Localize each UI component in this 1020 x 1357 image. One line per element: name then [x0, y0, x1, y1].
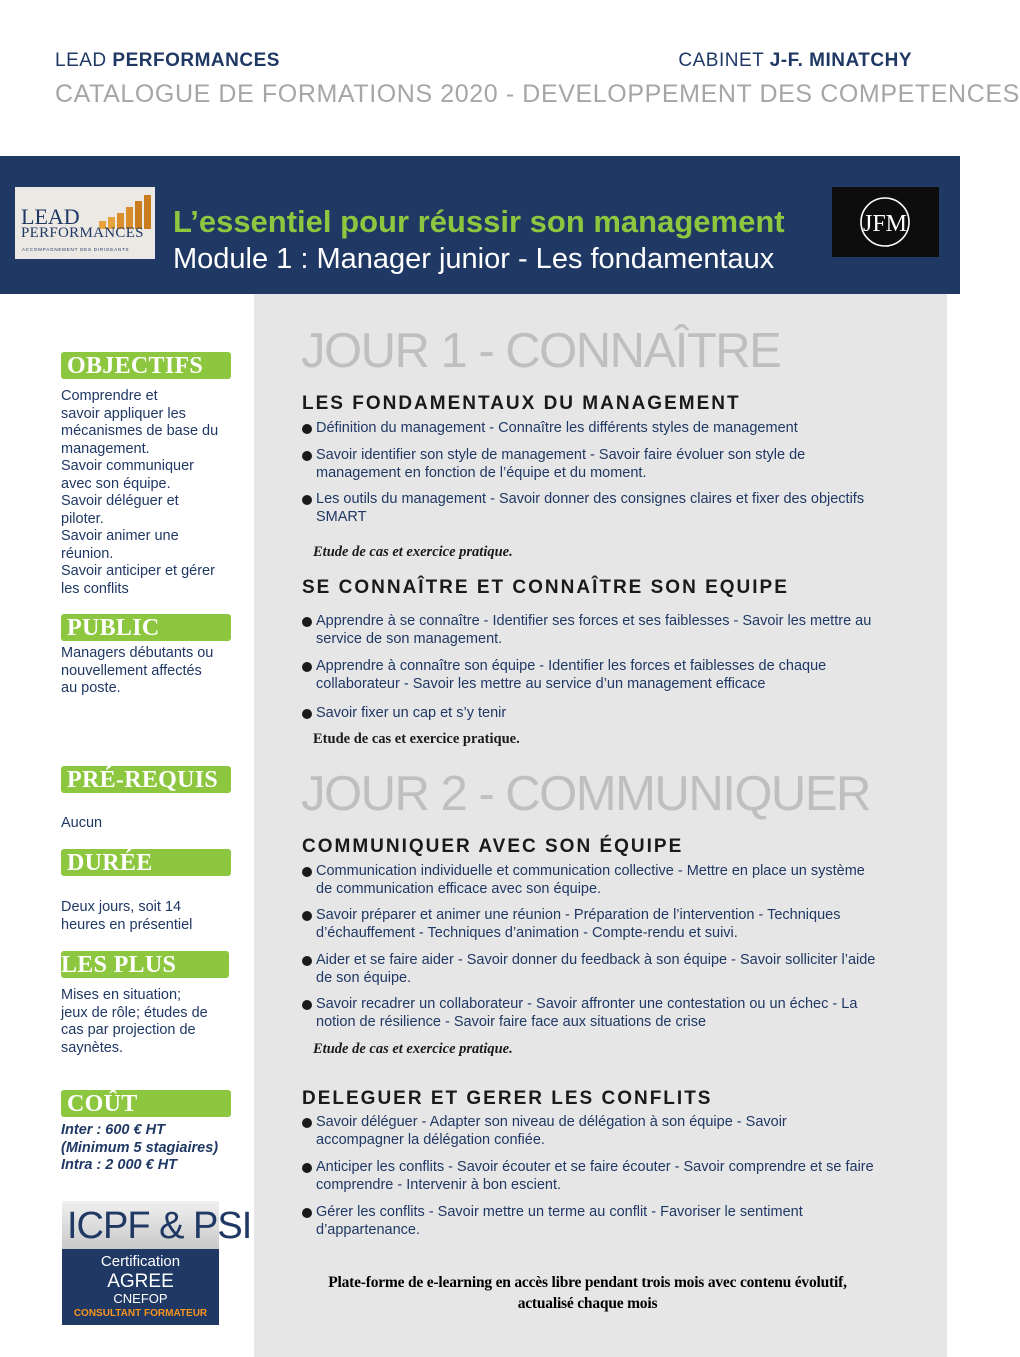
objectifs-line: avec son équipe.	[61, 475, 171, 492]
objectifs-line: réunion.	[61, 545, 114, 562]
logo-performances-text: PERFORMANCES	[21, 225, 144, 241]
cout-line: Inter : 600 € HT	[61, 1122, 165, 1138]
day2-title: JOUR 2 - COMMUNIQUER	[301, 767, 870, 821]
icpf-certification-logo	[62, 1201, 252, 1325]
lead-performances-logo	[15, 187, 155, 259]
brand-left-bold: PERFORMANCES	[112, 50, 280, 71]
public-line: Managers débutants ou	[61, 645, 214, 661]
public-line: au poste.	[61, 680, 121, 696]
bar-chart-icon	[97, 193, 151, 229]
header-brand-left	[55, 50, 280, 72]
objectifs-line: les conflits	[61, 580, 129, 597]
day2-section1-title: COMMUNIQUER AVEC SON ÉQUIPE	[302, 836, 684, 857]
objectifs-line: mécanismes de base du	[61, 423, 219, 439]
bullet-item: Savoir fixer un cap et s’y tenir	[302, 705, 877, 723]
plus-text	[61, 987, 233, 1057]
title-banner	[0, 156, 960, 294]
objectifs-line: Savoir communiquer	[61, 458, 194, 474]
jfm-monogram-icon	[832, 187, 939, 257]
bullet-item: Savoir préparer et animer une réunion - Préparation de l’intervention - Techniques d’échauffement - Techniques d’animation - Compte-rendu et suivi.	[302, 907, 877, 943]
logo-tagline: ACCOMPAGNEMENT DES DIRIGEANTS	[22, 247, 130, 252]
catalogue-subtitle: CATALOGUE DE FORMATIONS 2020 - DEVELOPPEMENT DES COMPETENCES	[55, 80, 1020, 108]
plus-line: saynètes.	[61, 1039, 124, 1056]
bullet-item: Anticiper les conflits - Savoir écouter et se faire écouter - Savoir comprendre et se faire comprendre - Intervenir à bon escient.	[302, 1159, 877, 1195]
logo-lead-text: LEAD	[21, 204, 80, 229]
prerequis-text	[61, 815, 233, 833]
brand-right-light: CABINET	[678, 50, 770, 71]
duree-badge: DURÉE	[61, 849, 231, 876]
bullet-item: Apprendre à connaître son équipe - Identifier les forces et faiblesses de chaque collaborateur - Savoir les mettre au service d’un management efficace	[302, 658, 877, 694]
duree-line: heures en présentiel	[61, 916, 193, 933]
elearning-footer	[290, 1272, 885, 1314]
objectifs-line: Savoir déléguer et	[61, 493, 179, 509]
prerequis-badge: PRÉ-REQUIS	[61, 766, 231, 793]
cert-line-2: AGREE	[107, 1271, 174, 1292]
icpf-psi-header	[62, 1201, 252, 1249]
icpf-psi-text: ICPF & PSI	[67, 1205, 252, 1247]
objectifs-line: management.	[61, 440, 150, 457]
cout-text	[61, 1122, 233, 1175]
objectifs-text	[61, 388, 233, 598]
objectifs-badge: OBJECTIFS	[61, 352, 231, 379]
course-module: Module 1 : Manager junior - Les fondamentaux	[173, 243, 775, 275]
duree-text	[61, 899, 233, 934]
cout-line: (Minimum 5 stagiaires)	[61, 1139, 219, 1156]
objectifs-line: piloter.	[61, 510, 104, 527]
bullet-item: Savoir identifier son style de management - Savoir faire évoluer son style de management en fonction de l’équipe et du moment.	[302, 447, 877, 483]
public-text	[61, 645, 233, 698]
course-title: L’essentiel pour réussir son management	[173, 204, 785, 239]
bullet-item: Apprendre à se connaître - Identifier ses forces et ses faiblesses - Savoir les mettre au service de son management.	[302, 613, 877, 649]
objectifs-line: savoir appliquer les	[61, 405, 186, 422]
bullet-item: Définition du management - Connaître les différents styles de management	[302, 420, 877, 438]
day1-section1-note: Etude de cas et exercice pratique.	[313, 544, 513, 560]
footer-line-2: actualisé chaque mois	[517, 1295, 658, 1312]
brand-left-light: LEAD	[55, 50, 113, 71]
day1-title: JOUR 1 - CONNAÎTRE	[301, 324, 781, 378]
cert-line-1: Certification	[100, 1253, 181, 1270]
day1-section2-title: SE CONNAÎTRE ET CONNAÎTRE SON EQUIPE	[302, 577, 789, 598]
day1-section2-note: Etude de cas et exercice pratique.	[313, 731, 520, 747]
day1-section1-title: LES FONDAMENTAUX DU MANAGEMENT	[302, 393, 741, 414]
header-brand-right	[678, 50, 912, 72]
bullet-item: Gérer les conflits - Savoir mettre un terme au conflit - Favoriser le sentiment d’appartenance.	[302, 1204, 877, 1240]
cert-line-3: CNEFOP	[113, 1291, 168, 1306]
objectifs-line: Comprendre et	[61, 388, 158, 404]
objectifs-line: Savoir animer une	[61, 528, 179, 544]
plus-line: jeux de rôle; études de	[61, 1004, 208, 1021]
jfm-monogram-logo	[832, 187, 939, 257]
monogram-text: JFM	[862, 211, 908, 237]
bullet-item: Savoir recadrer un collaborateur - Savoir affronter une contestation ou un échec - La notion de résilience - Savoir faire face aux situations de crise	[302, 996, 877, 1032]
bullet-item: Communication individuelle et communication collective - Mettre en place un système de communication efficace avec son équipe.	[302, 863, 877, 899]
footer-line-1: Plate-forme de e-learning en accès libre pendant trois mois avec contenu évolutif,	[328, 1274, 847, 1291]
cert-line-4: CONSULTANT FORMATEUR	[73, 1308, 208, 1319]
bullet-item: Aider et se faire aider - Savoir donner du feedback à son équipe - Savoir solliciter l’aide de son équipe.	[302, 952, 877, 988]
public-line: nouvellement affectés	[61, 662, 202, 679]
plus-line: cas par projection de	[61, 1022, 196, 1038]
public-badge: PUBLIC	[61, 614, 231, 641]
bullet-item: Savoir déléguer - Adapter son niveau de délégation à son équipe - Savoir accompagner la délégation confiée.	[302, 1114, 877, 1150]
cout-badge: COÛT	[61, 1090, 231, 1117]
prerequis-line: Aucun	[61, 815, 103, 831]
objectifs-line: Savoir anticiper et gérer	[61, 563, 215, 579]
day2-section2-title: DELEGUER ET GERER LES CONFLITS	[302, 1088, 713, 1109]
plus-line: Mises en situation;	[61, 987, 182, 1003]
plus-badge: LES PLUS	[61, 951, 229, 978]
brand-right-bold: J-F. MINATCHY	[769, 50, 912, 71]
day2-section1-note: Etude de cas et exercice pratique.	[313, 1041, 513, 1057]
duree-line: Deux jours, soit 14	[61, 899, 182, 915]
cout-line: Intra : 2 000 € HT	[61, 1157, 178, 1173]
bullet-item: Les outils du management - Savoir donner des consignes claires et fixer des objectifs SMART	[302, 491, 877, 527]
